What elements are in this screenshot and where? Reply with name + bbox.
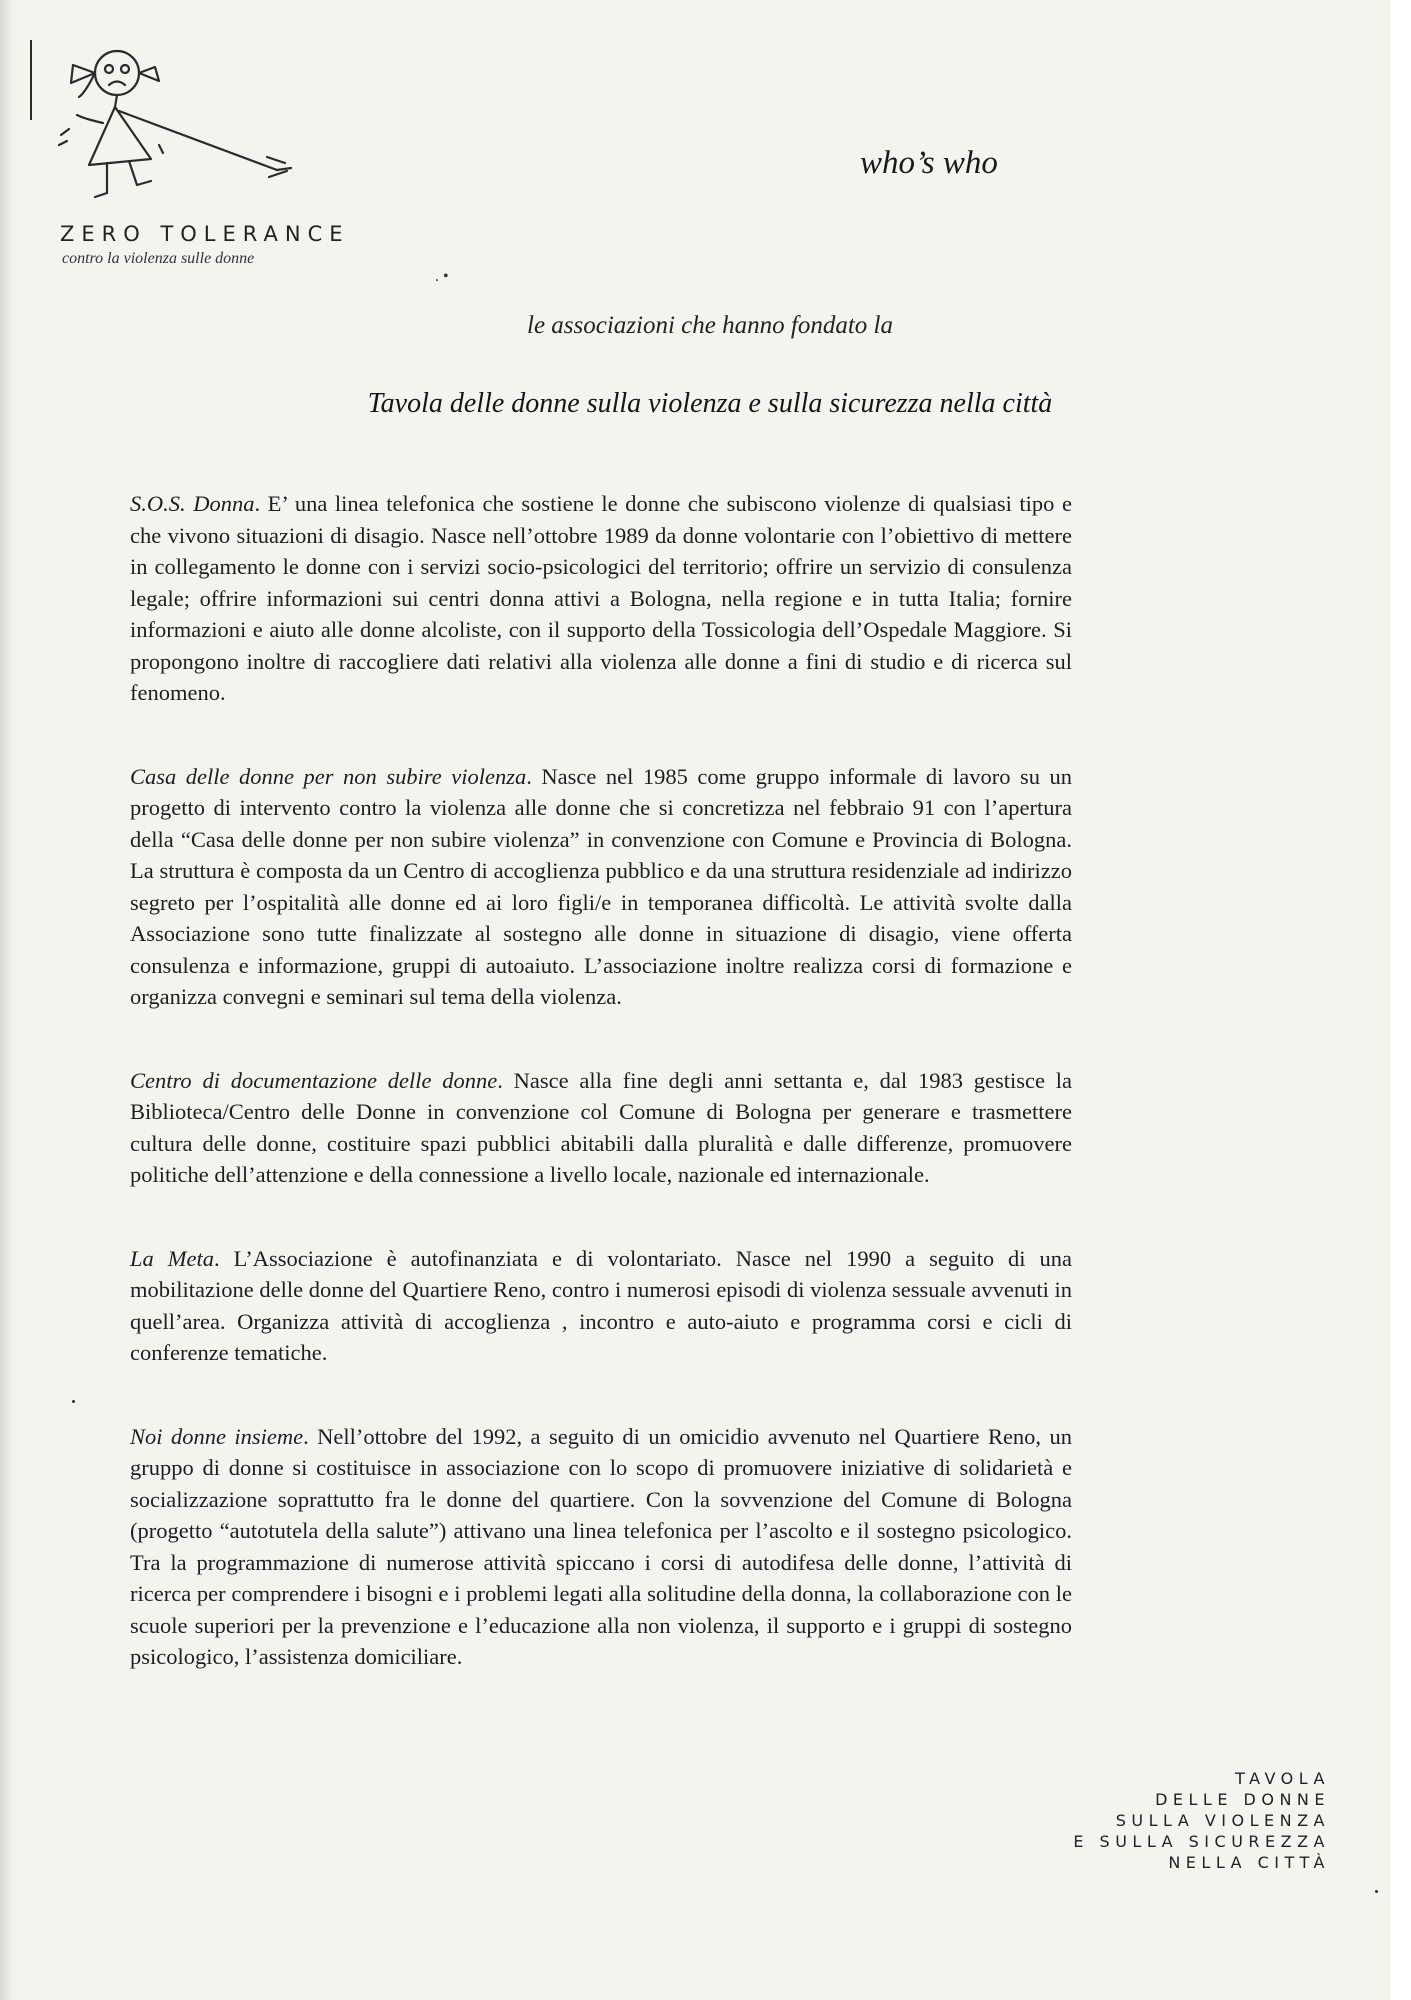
stray-dot (72, 1400, 75, 1403)
scan-mark (30, 40, 32, 120)
association-name: Noi donne insieme (130, 1423, 304, 1449)
footer-logo-line: NELLA CITTÀ (1168, 1853, 1330, 1872)
association-entry-noi-donne-insieme (130, 1421, 1072, 1673)
zero-tolerance-logo-subtitle: contro la violenza sulle donne (62, 250, 255, 267)
association-entry-la-meta (130, 1243, 1072, 1369)
association-list (130, 488, 1072, 1725)
document-title: Tavola delle donne sulla violenza e sulla sicurezza nella città (367, 388, 1053, 419)
footer-logo-line: TAVOLA (1235, 1769, 1330, 1788)
association-description: . Nasce alla fine degli anni settanta e, dal 1983 gestisce la Biblioteca/Centro delle Donne in convenzione col Comune di Bologna per generare e trasmettere cultura delle donne, costituire spazi pubblici abitabili dalla pluralità e dalle differenze, promuovere politiche dell’attenzione e della connessione a livello locale, nazionale ed internazionale. (130, 1067, 1072, 1187)
footer-logo-line: E SULLA SICUREZZA (1073, 1832, 1330, 1851)
stick-figure-girl-icon (55, 45, 315, 220)
association-entry-sos-donna (130, 488, 1072, 709)
stray-dot (1375, 1890, 1378, 1893)
footer-logo-line: DELLE DONNE (1155, 1790, 1330, 1809)
decorative-dots: . • (435, 268, 449, 285)
association-entry-casa-delle-donne (130, 761, 1072, 1013)
association-name: Centro di documentazione delle donne (130, 1067, 498, 1093)
tavola-footer-logo (980, 1768, 1330, 1873)
association-name: S.O.S. Donna (130, 491, 255, 516)
whos-who-heading: who’s who (860, 145, 998, 181)
footer-logo-line: SULLA VIOLENZA (1115, 1811, 1330, 1830)
association-entry-centro-documentazione (130, 1065, 1072, 1191)
association-name: La Meta (130, 1245, 214, 1271)
association-description: . Nasce nel 1985 come gruppo informale di lavoro su un progetto di intervento contro la violenza alle donne che si concretizza nel febbraio 91 con l’apertura della “Casa delle donne per non subire violenza” in convenzione con Comune e Provincia di Bologna. La struttura è composta da un Centro di accoglienza pubblico e da una struttura residenziale ad indirizzo segreto per l’ospitalità alle donne ed ai loro figli/e in temporanea difficoltà. Le attività svolte dalla Associazione sono tutte finalizzate al sostegno alle donne in situazione di disagio, viene offerta consulenza e informazione, gruppi di autoaiuto. L’associazione inoltre realizza corsi di formazione e organizza convegni e seminari sul tema della violenza. (130, 763, 1072, 1009)
zero-tolerance-logo-title: ZERO TOLERANCE (60, 222, 350, 246)
association-description: . E’ una linea telefonica che sostiene le donne che subiscono violenze di qualsiasi tipo e che vivono situazioni di disagio. Nasce nell’ottobre 1989 da donne volontarie con l’obiettivo di mettere in collegamento le donne con i servizi socio-psicologici del territorio; offrire un servizio di consulenza legale; offrire informazioni sui centri donna attivi a Bologna, nella regione e in tutta Italia; fornire informazioni e aiuto alle donne alcoliste, con il supporto della Tossicologia dell’Ospedale Maggiore. Si propongono inoltre di raccogliere dati relativi alla violenza alle donne a fini di studio e di ricerca sul fenomeno. (130, 491, 1072, 705)
association-description: . L’Associazione è autofinanziata e di volontariato. Nasce nel 1990 a seguito di una mobilitazione delle donne del Quartiere Reno, contro i numerosi episodi di violenza sessuale avvenuti in quell’area. Organizza attività di accoglienza , incontro e auto-aiuto e programma corsi e cicli di conferenze tematiche. (130, 1245, 1072, 1365)
association-name: Casa delle donne per non subire violenza (130, 763, 527, 789)
page-edge-shadow (0, 0, 14, 2000)
association-description: . Nell’ottobre del 1992, a seguito di un omicidio avvenuto nel Quartiere Reno, un gruppo di donne si costituisce in associazione con lo scopo di promuovere iniziative di solidarietà e socializzazione soprattutto fra le donne del quartiere. Con la sovvenzione del Comune di Bologna (progetto “autotutela della salute”) attivano una linea telefonica per l’ascolto e il sostegno psicologico. Tra la programmazione di numerose attività spiccano i corsi di autodifesa delle donne, l’attività di ricerca per comprendere i bisogni e i problemi legati alla solitudine della donna, la collaborazione con le scuole superiori per la prevenzione e l’educazione alla non violenza, il supporto e i gruppi di sostegno psicologico, l’assistenza domiciliare. (130, 1423, 1072, 1669)
intro-line: le associazioni che hanno fondato la (527, 312, 893, 339)
